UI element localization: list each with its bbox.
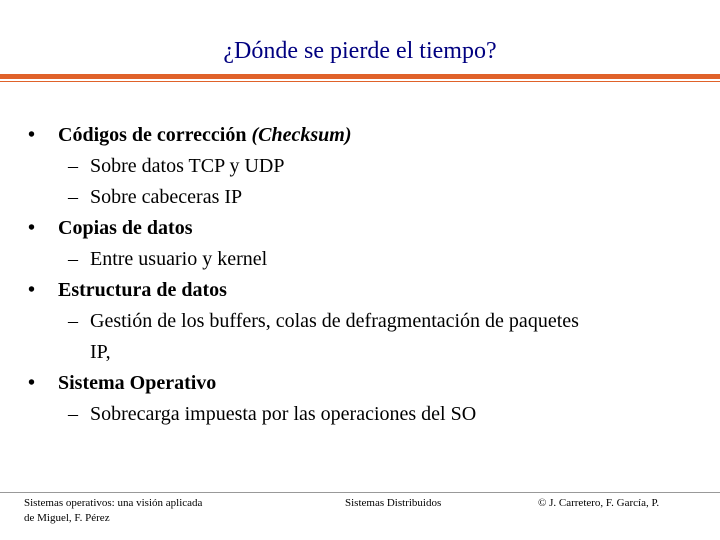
bullet-item: [28, 275, 708, 306]
sub-item-text-line2: IP,: [90, 341, 111, 363]
footer-left: [24, 496, 202, 526]
title-rule-thin: [0, 81, 720, 82]
bullet-marker: •: [28, 124, 36, 146]
bullet-marker: •: [28, 372, 36, 394]
dash-marker: –: [68, 186, 78, 208]
sub-item: [28, 306, 708, 368]
bullet-item: [28, 368, 708, 399]
sub-item-text-line1: Gestión de los buffers, colas de defragmentación de paquetes: [90, 310, 579, 332]
footer-left-line1: Sistemas operativos: una visión aplicada: [24, 497, 203, 509]
bullet-item: [28, 213, 708, 244]
bullet-item: [28, 120, 708, 151]
bullet-text: Sistema Operativo: [58, 372, 217, 394]
bullet-marker: •: [28, 217, 36, 239]
sub-item-text: Sobre cabeceras IP: [90, 186, 243, 208]
sub-item-text: Entre usuario y kernel: [90, 248, 268, 270]
sub-item: [28, 399, 708, 430]
title-rule-thick: [0, 74, 720, 79]
dash-marker: –: [68, 155, 78, 177]
footer-left-line2: de Miguel, F. Pérez: [24, 512, 110, 524]
dash-marker: –: [68, 248, 78, 270]
sub-item-text: Sobrecarga impuesta por las operaciones del SO: [90, 403, 477, 425]
footer-middle: Sistemas Distribuidos: [345, 497, 442, 509]
bullet-text: Copias de datos: [58, 217, 193, 239]
sub-item: [28, 244, 708, 275]
sub-item-text: Sobre datos TCP y UDP: [90, 155, 285, 177]
sub-item: [28, 182, 708, 213]
footer-rule: [0, 492, 720, 493]
footer-right: © J. Carretero, F. García, P.: [538, 497, 660, 509]
bullet-list: [28, 120, 708, 430]
bullet-text: Estructura de datos: [58, 279, 227, 301]
dash-marker: –: [68, 310, 78, 332]
dash-marker: –: [68, 403, 78, 425]
bullet-text: Códigos de corrección: [58, 124, 252, 146]
sub-item: [28, 151, 708, 182]
slide-title: ¿Dónde se pierde el tiempo?: [223, 38, 497, 64]
bullet-marker: •: [28, 279, 36, 301]
bullet-text-italic: (Checksum): [251, 124, 352, 146]
